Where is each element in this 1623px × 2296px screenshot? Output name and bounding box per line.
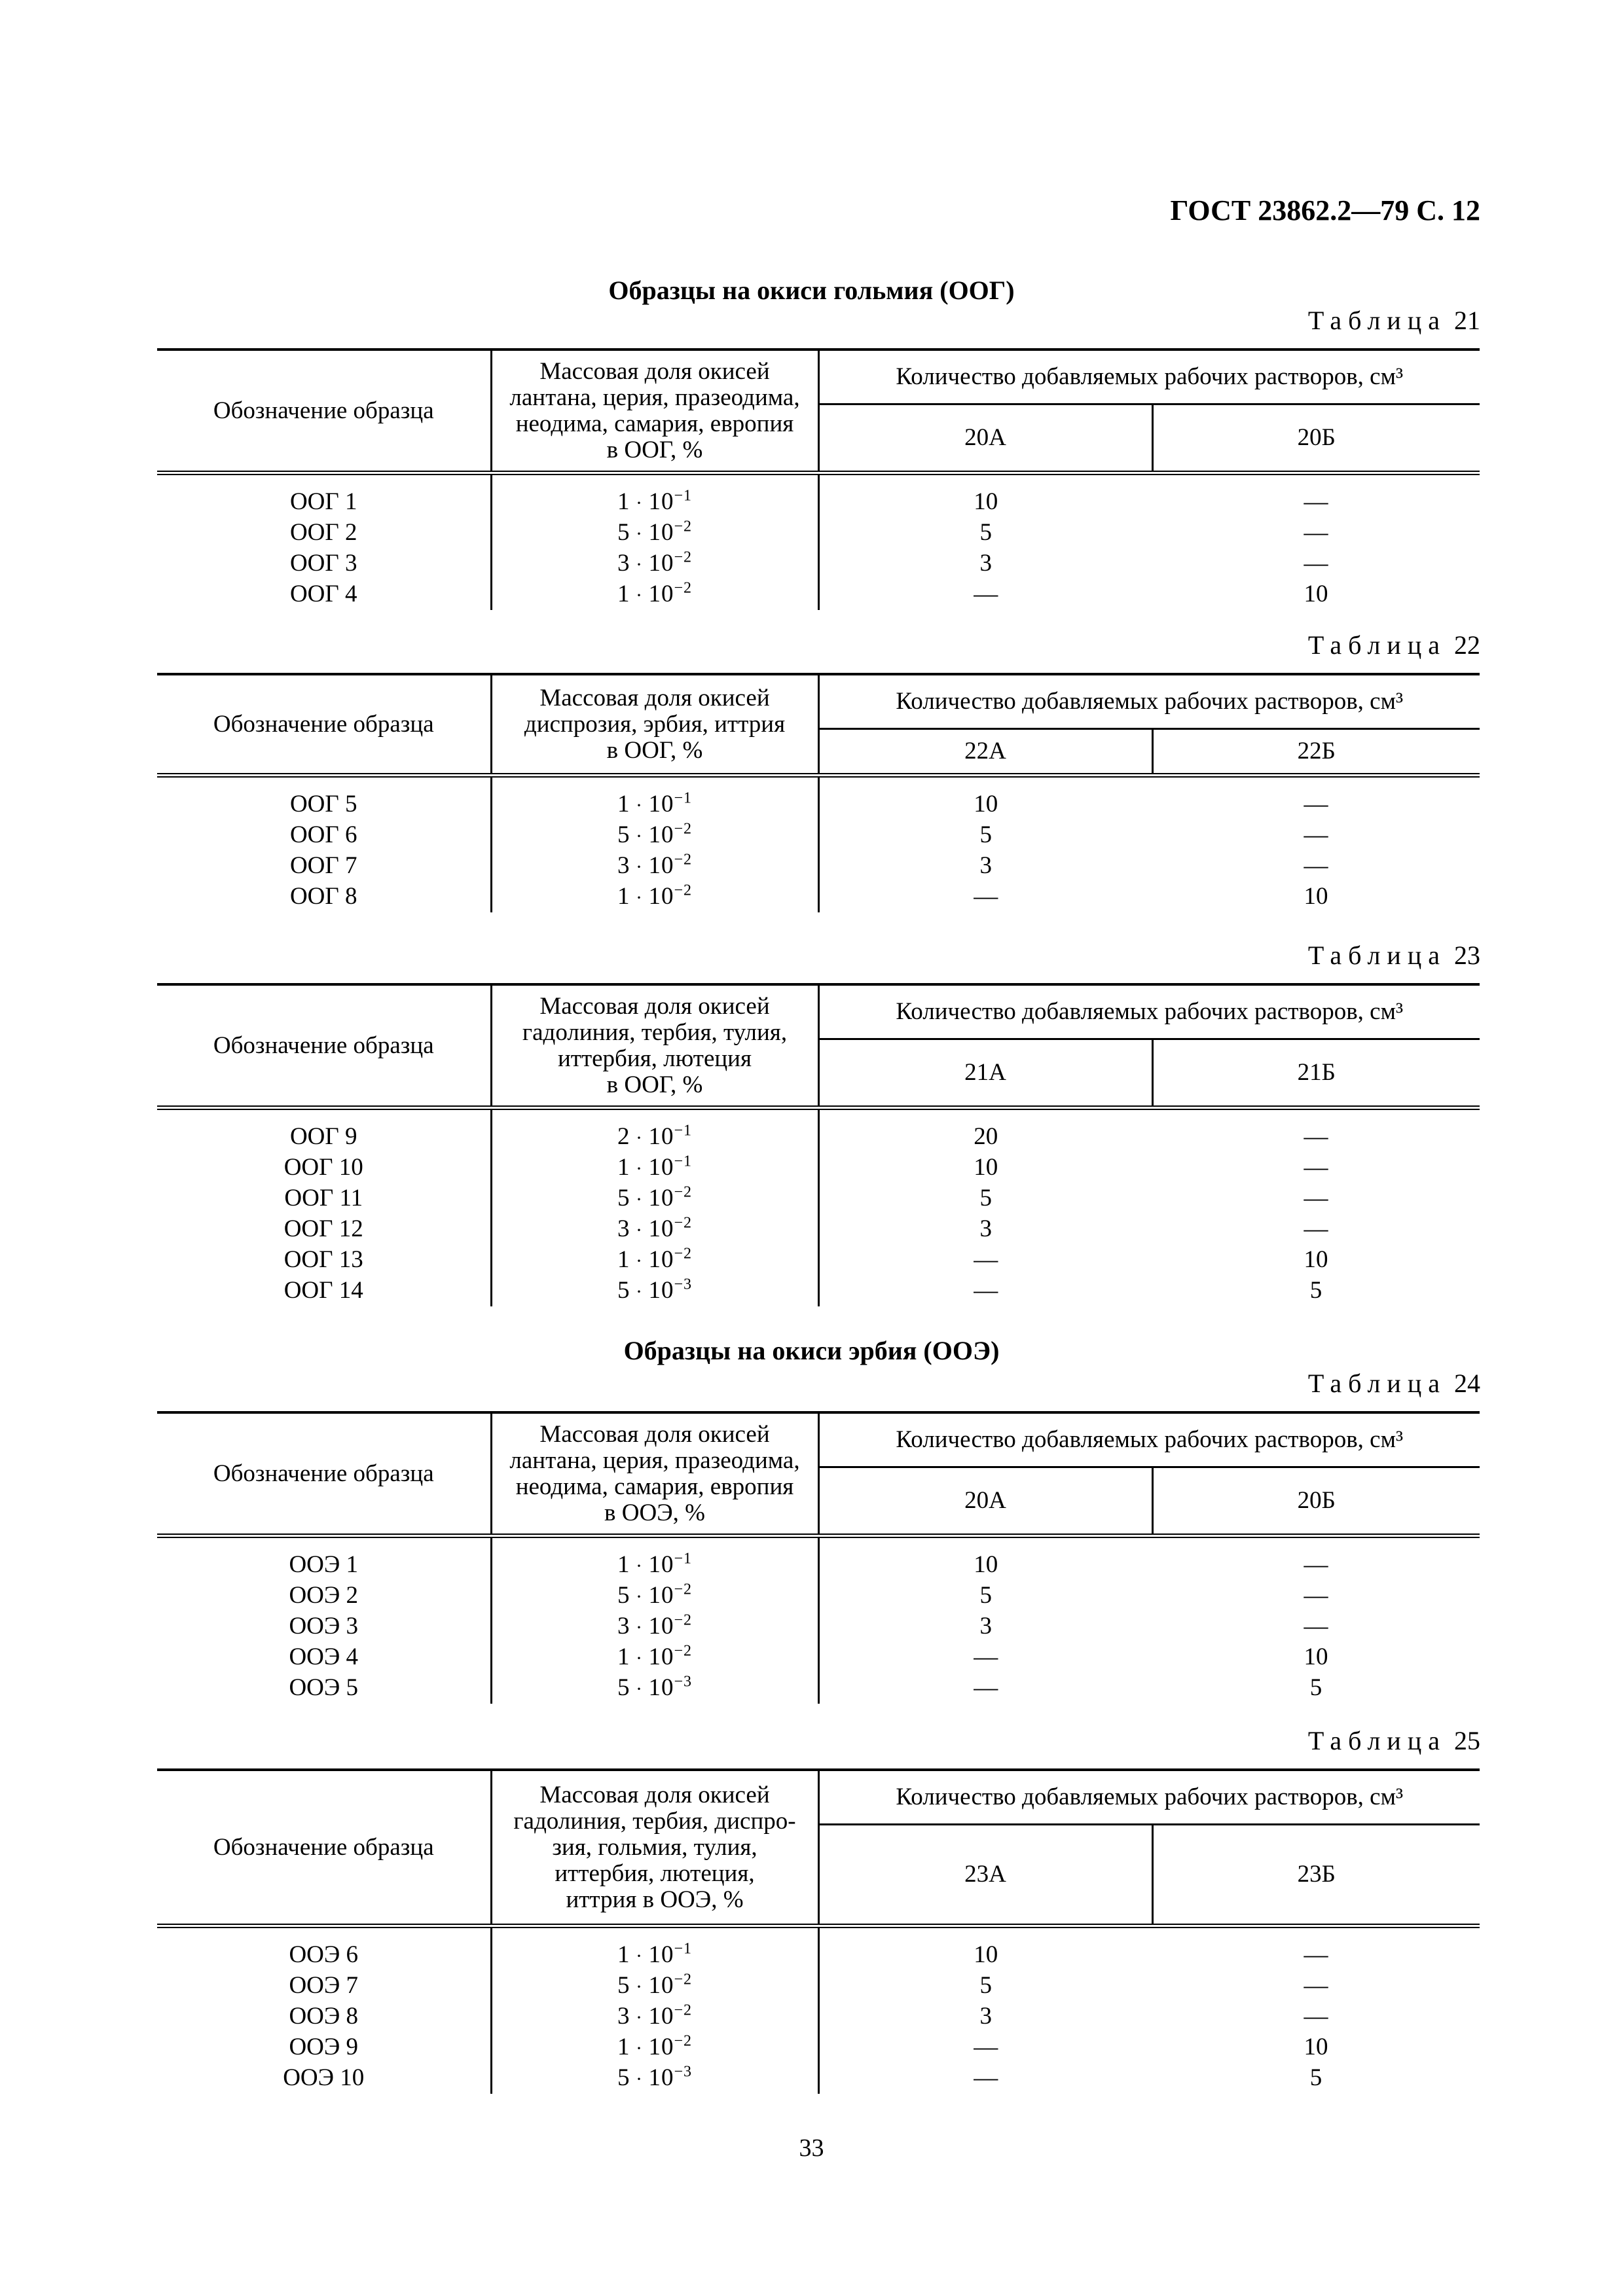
solution-a-amount: — — [818, 579, 1152, 610]
mantissa: 3 — [617, 1613, 630, 1640]
mantissa: 1 — [617, 488, 630, 515]
mass-header-line: Массовая доля окисей — [539, 1420, 770, 1448]
mantissa: 1 — [617, 1551, 630, 1578]
exponent: −1 — [674, 1122, 693, 1139]
sample-name: ООЭ 2 — [289, 1582, 359, 1609]
table-row — [157, 1971, 1480, 2001]
section-title-erbium: Образцы на окиси эрбия (ООЭ) — [623, 1336, 1000, 1365]
solution-b-header: 20Б — [1152, 1467, 1480, 1536]
table-label-22 — [1308, 630, 1480, 660]
table-row — [157, 2001, 1480, 2032]
solution-b-amount: — — [1304, 821, 1328, 848]
mass-fraction-value: $1 \cdot 10^{-2}$ — [491, 579, 818, 610]
solution-b-amount: — — [1304, 550, 1328, 577]
mass-fraction-value: $1 \cdot 10^{-2}$ — [491, 882, 818, 912]
table-word: Таблица — [1307, 1726, 1446, 1755]
solution-b-amount: — — [1304, 488, 1328, 515]
sample-name: ООГ 12 — [283, 1215, 363, 1242]
mass-header-line: иттербия, лютеция — [557, 1045, 752, 1072]
mass-fraction-value: $1 \cdot 10^{-1}$ — [491, 1153, 818, 1183]
exponent: −2 — [674, 1183, 693, 1201]
solution-b-amount: — — [1304, 1154, 1328, 1181]
mass-header-line: Массовая доля окисей — [539, 684, 770, 711]
mass-fraction-value: $3 \cdot 10^{-2}$ — [491, 1214, 818, 1245]
page-number: 33 — [799, 2134, 824, 2162]
table-row — [157, 820, 1480, 851]
mass-header-line: неодима, самария, европия — [515, 1473, 794, 1500]
mantissa: 1 — [617, 2034, 630, 2060]
solution-a-amount: 3 — [818, 548, 1152, 579]
table-row — [157, 1673, 1480, 1704]
exponent: −1 — [674, 789, 693, 807]
exponent: −3 — [674, 1673, 693, 1691]
table-number: 23 — [1454, 941, 1480, 970]
data-table — [157, 983, 1480, 1306]
table-25 — [157, 1768, 1480, 2094]
solution-a-amount: — — [818, 882, 1152, 912]
solution-b-amount: 5 — [1309, 1674, 1322, 1701]
mass-fraction-value: $1 \cdot 10^{-1}$ — [491, 776, 818, 821]
mantissa: 1 — [617, 1941, 630, 1968]
mass-header-line: в ООГ, % — [606, 736, 703, 764]
solution-b-amount: — — [1304, 1972, 1328, 1999]
solution-a-header: 23А — [818, 1825, 1152, 1926]
mass-fraction-value: $1 \cdot 10^{-1}$ — [491, 1926, 818, 1971]
designation-header: Обозначение образца — [157, 1412, 491, 1536]
table-label-23 — [1308, 940, 1480, 971]
amount-header: Количество добавляемых рабочих растворов, см³ — [818, 1412, 1480, 1467]
mass-fraction-value: $1 \cdot 10^{-1}$ — [491, 1536, 818, 1581]
solution-a-amount: 3 — [818, 1214, 1152, 1245]
mantissa: 1 — [617, 883, 630, 910]
mass-header-line: лантана, церия, празеодима, — [509, 384, 800, 411]
solution-b-amount: — — [1304, 1123, 1328, 1150]
mass-fraction-value: $3 \cdot 10^{-2}$ — [491, 851, 818, 882]
exponent: −1 — [674, 1153, 693, 1170]
mantissa: 1 — [617, 1643, 630, 1670]
table-22 — [157, 673, 1480, 912]
mass-fraction-value: $5 \cdot 10^{-2}$ — [491, 820, 818, 851]
sample-name: ООЭ 3 — [289, 1613, 359, 1640]
exponent: −2 — [674, 579, 693, 597]
solution-a-amount: 10 — [818, 1536, 1152, 1581]
sample-name: ООГ 4 — [289, 581, 357, 607]
solution-a-amount: 5 — [818, 1581, 1152, 1611]
amount-header: Количество добавляемых рабочих растворов, см³ — [818, 984, 1480, 1039]
exponent: −2 — [674, 518, 693, 535]
solution-b-header: 23Б — [1152, 1825, 1480, 1926]
table-number: 22 — [1454, 630, 1480, 660]
mantissa: 5 — [617, 1674, 630, 1701]
mass-header-line: в ООЭ, % — [604, 1499, 705, 1526]
data-table — [157, 1411, 1480, 1704]
exponent: −2 — [674, 820, 693, 838]
mass-fraction-value: $5 \cdot 10^{-3}$ — [491, 1276, 818, 1306]
exponent: −2 — [674, 1581, 693, 1598]
sample-name: ООГ 10 — [283, 1154, 363, 1181]
solution-b-amount: — — [1304, 1185, 1328, 1211]
solution-a-amount: — — [818, 2032, 1152, 2063]
mass-fraction-value: $2 \cdot 10^{-1}$ — [491, 1108, 818, 1153]
solution-a-header: 20А — [818, 404, 1152, 473]
solution-b-amount: — — [1304, 791, 1328, 817]
solution-a-header: 22А — [818, 729, 1152, 776]
data-table — [157, 348, 1480, 610]
sample-name: ООГ 5 — [289, 791, 357, 817]
mantissa: 1 — [617, 1246, 630, 1273]
mass-header-line: Массовая доля окисей — [539, 357, 770, 385]
table-row — [157, 518, 1480, 548]
data-table — [157, 1768, 1480, 2094]
mass-header-line: иттрия в ООЭ, % — [566, 1886, 744, 1913]
mass-fraction-header — [491, 674, 818, 776]
table-row — [157, 1926, 1480, 1971]
mantissa: 3 — [617, 2003, 630, 2030]
table-row — [157, 1245, 1480, 1276]
mantissa: 5 — [617, 1972, 630, 1999]
solution-a-amount: 20 — [818, 1108, 1152, 1153]
mantissa: 2 — [617, 1123, 630, 1150]
solution-a-amount: — — [818, 1642, 1152, 1673]
exponent: −2 — [674, 548, 693, 566]
mass-header-line: зия, гольмия, тулия, — [552, 1833, 757, 1861]
table-row — [157, 1536, 1480, 1581]
mantissa: 3 — [617, 1215, 630, 1242]
mass-fraction-value: $5 \cdot 10^{-2}$ — [491, 1183, 818, 1214]
solution-a-amount: 10 — [818, 1153, 1152, 1183]
solution-b-amount: — — [1304, 519, 1328, 546]
solution-a-amount: 3 — [818, 2001, 1152, 2032]
table-label-24 — [1308, 1368, 1480, 1399]
mass-header-line: диспрозия, эрбия, иттрия — [524, 710, 786, 738]
exponent: −3 — [674, 1276, 693, 1293]
table-word: Таблица — [1307, 1369, 1446, 1398]
solution-b-amount: — — [1304, 2003, 1328, 2030]
sample-name: ООГ 8 — [289, 883, 357, 910]
section-title-holmium: Образцы на окиси гольмия (ООГ) — [608, 276, 1015, 305]
table-row — [157, 1108, 1480, 1153]
solution-a-amount: 10 — [818, 473, 1152, 518]
solution-b-amount: 5 — [1309, 2064, 1322, 2091]
amount-header: Количество добавляемых рабочих растворов, см³ — [818, 1770, 1480, 1825]
solution-a-amount: — — [818, 2063, 1152, 2094]
mass-fraction-value: $3 \cdot 10^{-2}$ — [491, 2001, 818, 2032]
table-21 — [157, 348, 1480, 610]
solution-b-amount: 10 — [1304, 1643, 1328, 1670]
mass-header-line: Массовая доля окисей — [539, 1781, 770, 1808]
solution-b-amount: — — [1304, 1941, 1328, 1968]
sample-name: ООГ 9 — [289, 1123, 357, 1150]
mantissa: 5 — [617, 821, 630, 848]
sample-name: ООГ 14 — [283, 1277, 363, 1304]
table-row — [157, 1642, 1480, 1673]
solution-a-amount: 3 — [818, 1611, 1152, 1642]
table-row — [157, 1183, 1480, 1214]
mantissa: 5 — [617, 1277, 630, 1304]
designation-header: Обозначение образца — [157, 1770, 491, 1926]
solution-a-amount: 5 — [818, 1971, 1152, 2001]
sample-name: ООЭ 10 — [283, 2064, 365, 2091]
sample-name: ООЭ 6 — [289, 1941, 359, 1968]
mass-header-line: Массовая доля окисей — [539, 992, 770, 1020]
table-row — [157, 548, 1480, 579]
table-row — [157, 1611, 1480, 1642]
sample-name: ООГ 13 — [283, 1246, 363, 1273]
table-row — [157, 473, 1480, 518]
sample-name: ООГ 7 — [289, 852, 357, 879]
solution-b-header: 21Б — [1152, 1039, 1480, 1108]
table-row — [157, 776, 1480, 821]
amount-header: Количество добавляемых рабочих растворов, см³ — [818, 674, 1480, 729]
exponent: −2 — [674, 1611, 693, 1629]
solution-b-amount: 10 — [1304, 1246, 1328, 1273]
solution-a-amount: — — [818, 1276, 1152, 1306]
mass-fraction-header — [491, 1770, 818, 1926]
mass-fraction-header — [491, 350, 818, 473]
sample-name: ООЭ 7 — [289, 1972, 359, 1999]
solution-a-amount: — — [818, 1673, 1152, 1704]
solution-a-amount: 5 — [818, 518, 1152, 548]
mantissa: 1 — [617, 1154, 630, 1181]
table-row — [157, 1581, 1480, 1611]
solution-a-header: 21А — [818, 1039, 1152, 1108]
solution-a-header: 20А — [818, 1467, 1152, 1536]
mass-fraction-value: $5 \cdot 10^{-3}$ — [491, 1673, 818, 1704]
table-word: Таблица — [1307, 306, 1446, 335]
solution-b-amount: — — [1304, 1613, 1328, 1640]
sample-name: ООЭ 5 — [289, 1674, 359, 1701]
table-number: 25 — [1454, 1726, 1480, 1755]
solution-b-amount: — — [1304, 1215, 1328, 1242]
solution-b-amount: — — [1304, 1551, 1328, 1578]
exponent: −2 — [674, 851, 693, 869]
solution-b-amount: 5 — [1309, 1277, 1322, 1304]
mass-header-line: гадолиния, тербия, диспро- — [513, 1807, 796, 1835]
amount-header: Количество добавляемых рабочих растворов, см³ — [818, 350, 1480, 404]
table-number: 21 — [1454, 306, 1480, 335]
solution-b-header: 20Б — [1152, 404, 1480, 473]
mass-fraction-value: $1 \cdot 10^{-1}$ — [491, 473, 818, 518]
solution-a-amount: 5 — [818, 820, 1152, 851]
table-label-21 — [1308, 305, 1480, 336]
mass-fraction-value: $3 \cdot 10^{-2}$ — [491, 1611, 818, 1642]
table-row — [157, 1214, 1480, 1245]
table-row — [157, 579, 1480, 610]
mass-header-line: в ООГ, % — [606, 1071, 703, 1098]
mass-header-line: в ООГ, % — [606, 436, 703, 463]
mass-fraction-value: $5 \cdot 10^{-3}$ — [491, 2063, 818, 2094]
mass-fraction-value: $5 \cdot 10^{-2}$ — [491, 1581, 818, 1611]
solution-b-amount: — — [1304, 1582, 1328, 1609]
mass-fraction-header — [491, 1412, 818, 1536]
table-row — [157, 1276, 1480, 1306]
sample-name: ООГ 1 — [289, 488, 357, 515]
mass-header-line: неодима, самария, европия — [515, 410, 794, 437]
table-row — [157, 1153, 1480, 1183]
table-row — [157, 2063, 1480, 2094]
mass-fraction-value: $5 \cdot 10^{-2}$ — [491, 1971, 818, 2001]
table-row — [157, 2032, 1480, 2063]
mantissa: 5 — [617, 2064, 630, 2091]
exponent: −2 — [674, 1642, 693, 1660]
exponent: −1 — [674, 1550, 693, 1568]
mantissa: 3 — [617, 550, 630, 577]
solution-b-amount: — — [1304, 852, 1328, 879]
table-row — [157, 851, 1480, 882]
mass-fraction-value: $3 \cdot 10^{-2}$ — [491, 548, 818, 579]
sample-name: ООЭ 1 — [289, 1551, 359, 1578]
mass-header-line: лантана, церия, празеодима, — [509, 1446, 800, 1474]
table-label-25 — [1308, 1725, 1480, 1756]
exponent: −2 — [674, 2032, 693, 2050]
mass-fraction-value: $1 \cdot 10^{-2}$ — [491, 2032, 818, 2063]
sample-name: ООГ 2 — [289, 519, 357, 546]
mass-fraction-value: $1 \cdot 10^{-2}$ — [491, 1642, 818, 1673]
exponent: −1 — [674, 487, 693, 505]
table-word: Таблица — [1307, 630, 1446, 660]
mass-fraction-value: $1 \cdot 10^{-2}$ — [491, 1245, 818, 1276]
page-header: ГОСТ 23862.2—79 С. 12 — [1170, 194, 1480, 226]
solution-a-amount: 5 — [818, 1183, 1152, 1214]
solution-b-amount: 10 — [1304, 581, 1328, 607]
mantissa: 5 — [617, 1185, 630, 1211]
table-word: Таблица — [1307, 941, 1446, 970]
mass-header-line: гадолиния, тербия, тулия, — [522, 1018, 788, 1046]
designation-header: Обозначение образца — [157, 350, 491, 473]
solution-a-amount: 10 — [818, 776, 1152, 821]
exponent: −2 — [674, 1245, 693, 1263]
table-row — [157, 882, 1480, 912]
mass-header-line: иттербия, лютеция, — [555, 1859, 755, 1887]
sample-name: ООГ 6 — [289, 821, 357, 848]
mass-fraction-header — [491, 984, 818, 1108]
exponent: −2 — [674, 2001, 693, 2019]
mantissa: 3 — [617, 852, 630, 879]
solution-b-amount: 10 — [1304, 883, 1328, 910]
data-table — [157, 673, 1480, 912]
exponent: −3 — [674, 2063, 693, 2081]
table-number: 24 — [1454, 1369, 1480, 1398]
mantissa: 1 — [617, 791, 630, 817]
sample-name: ООЭ 4 — [289, 1643, 359, 1670]
table-23 — [157, 983, 1480, 1306]
exponent: −2 — [674, 882, 693, 899]
table-24 — [157, 1411, 1480, 1704]
sample-name: ООГ 3 — [289, 550, 357, 577]
mantissa: 1 — [617, 581, 630, 607]
sample-name: ООЭ 9 — [289, 2034, 359, 2060]
solution-a-amount: — — [818, 1245, 1152, 1276]
mantissa: 5 — [617, 1582, 630, 1609]
sample-name: ООЭ 8 — [289, 2003, 359, 2030]
solution-a-amount: 3 — [818, 851, 1152, 882]
exponent: −1 — [674, 1940, 693, 1958]
exponent: −2 — [674, 1214, 693, 1232]
exponent: −2 — [674, 1971, 693, 1988]
mass-fraction-value: $5 \cdot 10^{-2}$ — [491, 518, 818, 548]
solution-b-header: 22Б — [1152, 729, 1480, 776]
solution-b-amount: 10 — [1304, 2034, 1328, 2060]
designation-header: Обозначение образца — [157, 984, 491, 1108]
solution-a-amount: 10 — [818, 1926, 1152, 1971]
sample-name: ООГ 11 — [284, 1185, 363, 1211]
designation-header: Обозначение образца — [157, 674, 491, 776]
mantissa: 5 — [617, 519, 630, 546]
